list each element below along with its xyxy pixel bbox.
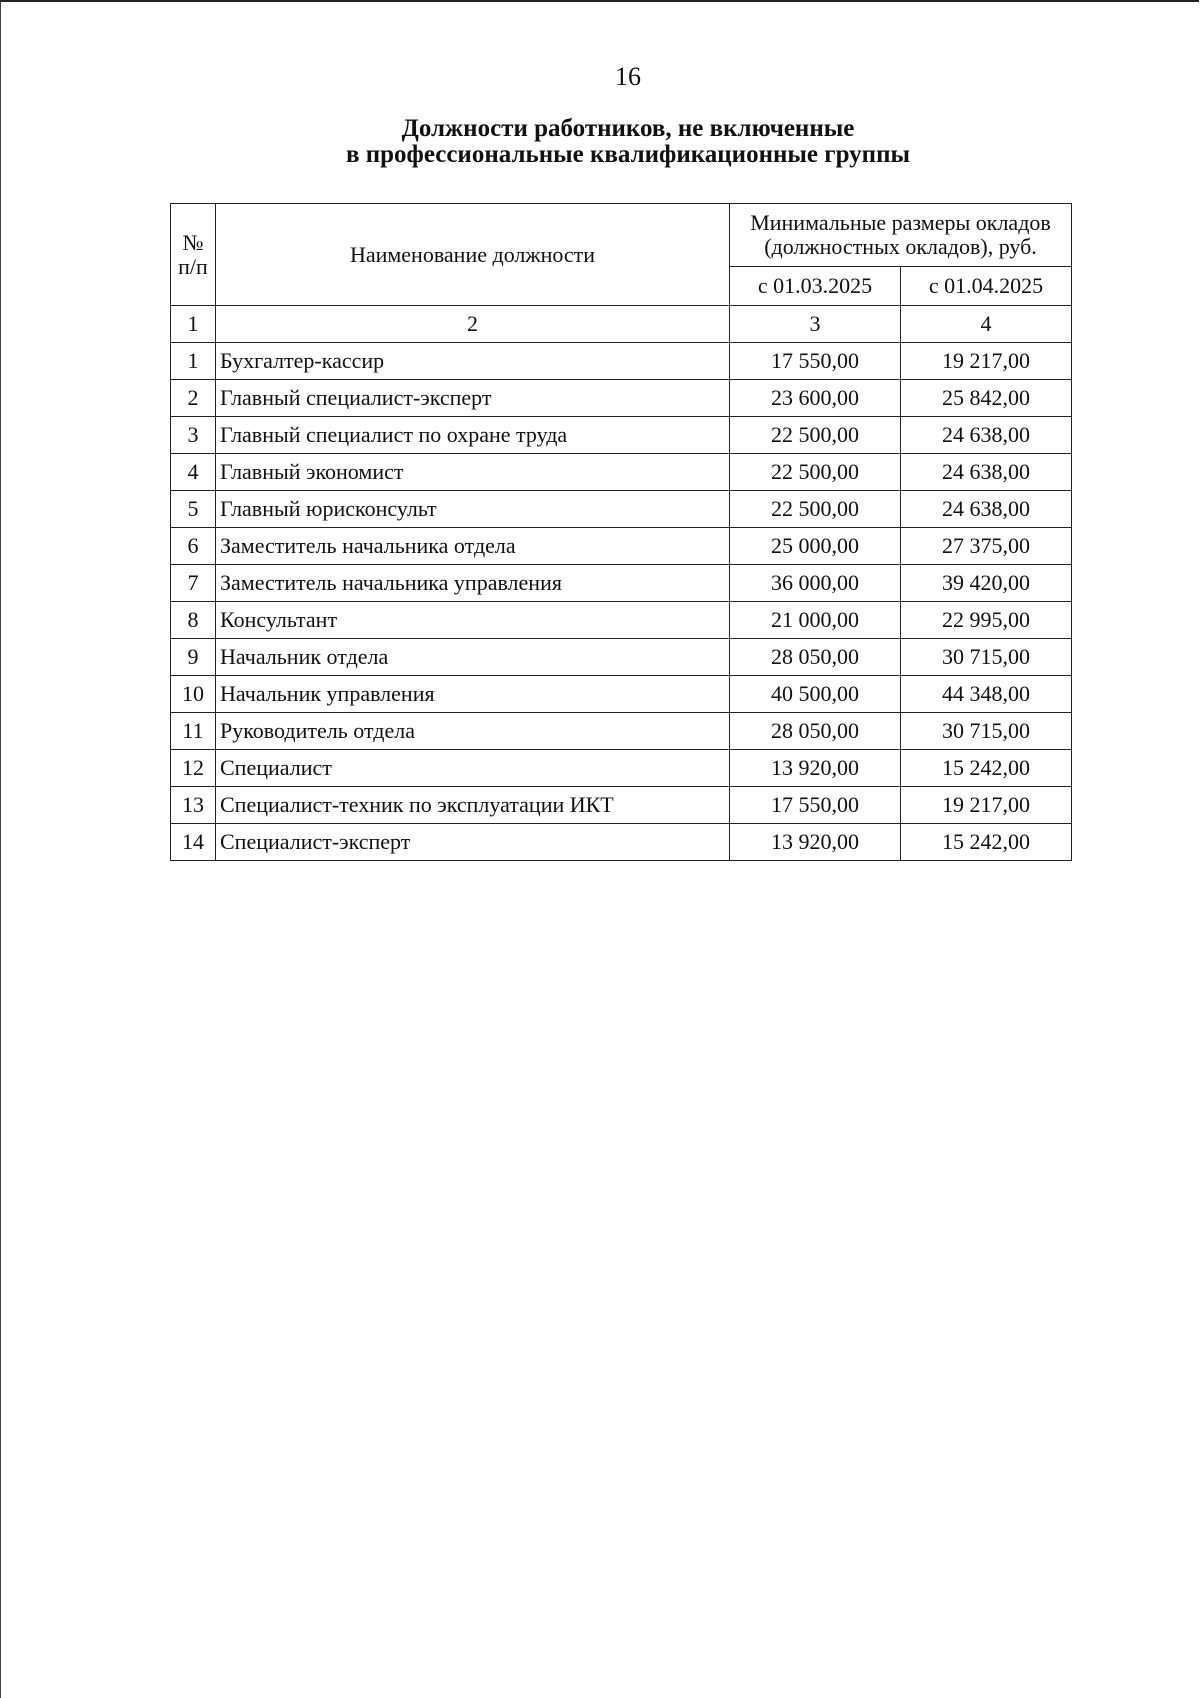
position-name: Специалист-техник по эксплуатации ИКТ bbox=[216, 787, 730, 824]
salary-from-2025-04-01: 19 217,00 bbox=[901, 787, 1072, 824]
position-name: Главный юрисконсульт bbox=[216, 491, 730, 528]
salary-from-2025-03-01: 28 050,00 bbox=[730, 713, 901, 750]
document-title bbox=[0, 116, 1200, 168]
position-name: Руководитель отдела bbox=[216, 713, 730, 750]
position-name: Консультант bbox=[216, 602, 730, 639]
position-name: Специалист bbox=[216, 750, 730, 787]
salary-from-2025-03-01: 22 500,00 bbox=[730, 454, 901, 491]
position-name: Специалист-эксперт bbox=[216, 824, 730, 861]
table-row bbox=[171, 343, 1072, 380]
row-number: 8 bbox=[171, 602, 216, 639]
column-index-2: 2 bbox=[216, 306, 730, 343]
salary-from-2025-04-01: 25 842,00 bbox=[901, 380, 1072, 417]
salary-from-2025-04-01: 30 715,00 bbox=[901, 639, 1072, 676]
salary-from-2025-03-01: 40 500,00 bbox=[730, 676, 901, 713]
row-number: 1 bbox=[171, 343, 216, 380]
salary-from-2025-04-01: 30 715,00 bbox=[901, 713, 1072, 750]
table-row bbox=[171, 787, 1072, 824]
position-name: Начальник отдела bbox=[216, 639, 730, 676]
salary-from-2025-03-01: 17 550,00 bbox=[730, 343, 901, 380]
table-row bbox=[171, 602, 1072, 639]
position-name: Заместитель начальника управления bbox=[216, 565, 730, 602]
salary-from-2025-03-01: 22 500,00 bbox=[730, 417, 901, 454]
row-number: 4 bbox=[171, 454, 216, 491]
salary-from-2025-03-01: 36 000,00 bbox=[730, 565, 901, 602]
salary-from-2025-04-01: 22 995,00 bbox=[901, 602, 1072, 639]
salary-from-2025-03-01: 21 000,00 bbox=[730, 602, 901, 639]
salary-from-2025-03-01: 13 920,00 bbox=[730, 750, 901, 787]
salary-from-2025-04-01: 19 217,00 bbox=[901, 343, 1072, 380]
row-number: 11 bbox=[171, 713, 216, 750]
table-row bbox=[171, 380, 1072, 417]
header-row bbox=[171, 204, 1072, 267]
row-number: 10 bbox=[171, 676, 216, 713]
column-index-1: 1 bbox=[171, 306, 216, 343]
row-number: 7 bbox=[171, 565, 216, 602]
salary-from-2025-03-01: 22 500,00 bbox=[730, 491, 901, 528]
table-row bbox=[171, 750, 1072, 787]
salary-from-2025-03-01: 13 920,00 bbox=[730, 824, 901, 861]
salary-from-2025-04-01: 15 242,00 bbox=[901, 824, 1072, 861]
salary-from-2025-04-01: 15 242,00 bbox=[901, 750, 1072, 787]
row-number: 3 bbox=[171, 417, 216, 454]
header-name: Наименование должности bbox=[216, 204, 730, 306]
row-number: 9 bbox=[171, 639, 216, 676]
title-line-1: Должности работников, не включенные bbox=[401, 115, 855, 142]
table-row bbox=[171, 639, 1072, 676]
header-date-2: с 01.04.2025 bbox=[901, 267, 1072, 306]
column-index-row bbox=[171, 306, 1072, 343]
table-row bbox=[171, 824, 1072, 861]
table-row bbox=[171, 676, 1072, 713]
salary-from-2025-04-01: 44 348,00 bbox=[901, 676, 1072, 713]
position-name: Главный специалист по охране труда bbox=[216, 417, 730, 454]
salary-from-2025-03-01: 28 050,00 bbox=[730, 639, 901, 676]
header-salary: Минимальные размеры окладов (должностных окладов), руб. bbox=[730, 204, 1072, 267]
table-row bbox=[171, 454, 1072, 491]
salary-from-2025-03-01: 25 000,00 bbox=[730, 528, 901, 565]
row-number: 2 bbox=[171, 380, 216, 417]
row-number: 13 bbox=[171, 787, 216, 824]
position-name: Главный экономист bbox=[216, 454, 730, 491]
salary-from-2025-04-01: 39 420,00 bbox=[901, 565, 1072, 602]
row-number: 14 bbox=[171, 824, 216, 861]
salary-table bbox=[170, 203, 1072, 861]
table-body bbox=[171, 204, 1072, 861]
header-num: № п/п bbox=[171, 204, 216, 306]
salary-from-2025-04-01: 24 638,00 bbox=[901, 454, 1072, 491]
salary-from-2025-03-01: 17 550,00 bbox=[730, 787, 901, 824]
position-name: Начальник управления bbox=[216, 676, 730, 713]
position-name: Заместитель начальника отдела bbox=[216, 528, 730, 565]
column-index-3: 3 bbox=[730, 306, 901, 343]
table-row bbox=[171, 491, 1072, 528]
position-name: Главный специалист-эксперт bbox=[216, 380, 730, 417]
page-number: 16 bbox=[615, 62, 641, 91]
table-row bbox=[171, 565, 1072, 602]
table-row bbox=[171, 417, 1072, 454]
salary-from-2025-04-01: 24 638,00 bbox=[901, 491, 1072, 528]
salary-from-2025-04-01: 27 375,00 bbox=[901, 528, 1072, 565]
row-number: 5 bbox=[171, 491, 216, 528]
row-number: 12 bbox=[171, 750, 216, 787]
header-date-1: с 01.03.2025 bbox=[730, 267, 901, 306]
salary-from-2025-03-01: 23 600,00 bbox=[730, 380, 901, 417]
row-number: 6 bbox=[171, 528, 216, 565]
column-index-4: 4 bbox=[901, 306, 1072, 343]
table-row bbox=[171, 528, 1072, 565]
table-row bbox=[171, 713, 1072, 750]
position-name: Бухгалтер-кассир bbox=[216, 343, 730, 380]
title-line-2: в профессиональные квалификационные группы bbox=[345, 141, 910, 168]
salary-from-2025-04-01: 24 638,00 bbox=[901, 417, 1072, 454]
